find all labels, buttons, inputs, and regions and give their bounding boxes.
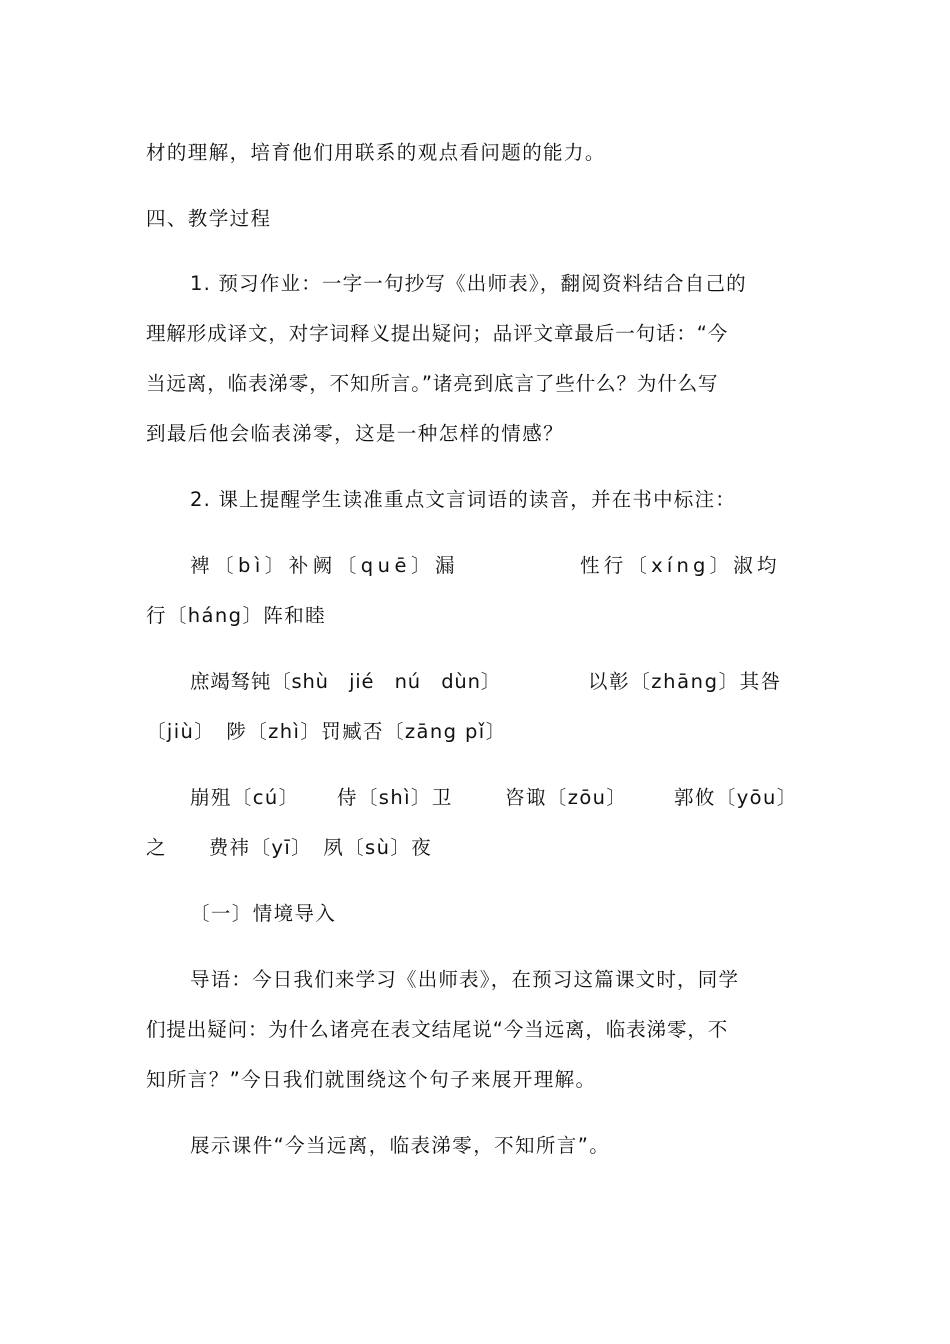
- paragraph-line: 到最后他会临表涕零，这是一种怎样的情感？: [146, 422, 565, 445]
- subsection-heading: 〔一〕情境导入: [190, 902, 337, 925]
- pinyin-entry: 行〔háng〕阵和睦: [146, 604, 327, 627]
- pinyin-entry: 〔jiù〕 陟〔zhì〕罚臧否〔zāng pǐ〕: [146, 720, 507, 743]
- paragraph-line: 2. 课上提醒学生读准重点文言词语的读音，并在书中标注：: [190, 488, 736, 511]
- pinyin-entry: 咨诹〔zōu〕: [505, 786, 628, 809]
- pinyin-entry: 侍〔shì〕卫: [337, 786, 453, 809]
- paragraph-line: 1. 预习作业：一字一句抄写《出师表》，翻阅资料结合自己的: [190, 272, 747, 295]
- pinyin-entry: 以彰〔zhāng〕其咎: [588, 670, 782, 693]
- paragraph-line: 当远离，临表涕零，不知所言。”诸亮到底言了些什么？为什么写: [146, 372, 719, 395]
- pinyin-entry: 之 费祎〔yī〕 夙〔sù〕夜: [146, 836, 433, 859]
- paragraph-line: 知所言？”今日我们就围绕这个句子来展开理解。: [146, 1068, 597, 1091]
- paragraph-line: 理解形成译文，对字词释义提出疑问；品评文章最后一句话：“今: [146, 322, 729, 345]
- pinyin-entry: 庶竭驽钝〔shù jié nú dùn〕: [190, 670, 502, 693]
- pinyin-entry: 性行〔xíng〕淑均: [580, 554, 781, 577]
- pinyin-entry: 郭攸〔yōu〕: [674, 786, 798, 809]
- pinyin-entry: 崩殂〔cú〕: [190, 786, 300, 809]
- paragraph-line: 材的理解，培育他们用联系的观点看问题的能力。: [146, 141, 606, 164]
- paragraph-line: 们提出疑问：为什么诸亮在表文结尾说“今当远离，临表涕零，不: [146, 1018, 729, 1041]
- paragraph-line: 展示课件“今当远离，临表涕零，不知所言”。: [190, 1134, 611, 1157]
- pinyin-entry: 裨〔bì〕补阙〔quē〕漏: [190, 554, 460, 577]
- paragraph-line: 导语：今日我们来学习《出师表》，在预习这篇课文时，同学: [190, 968, 740, 991]
- section-heading: 四、教学过程: [146, 207, 272, 230]
